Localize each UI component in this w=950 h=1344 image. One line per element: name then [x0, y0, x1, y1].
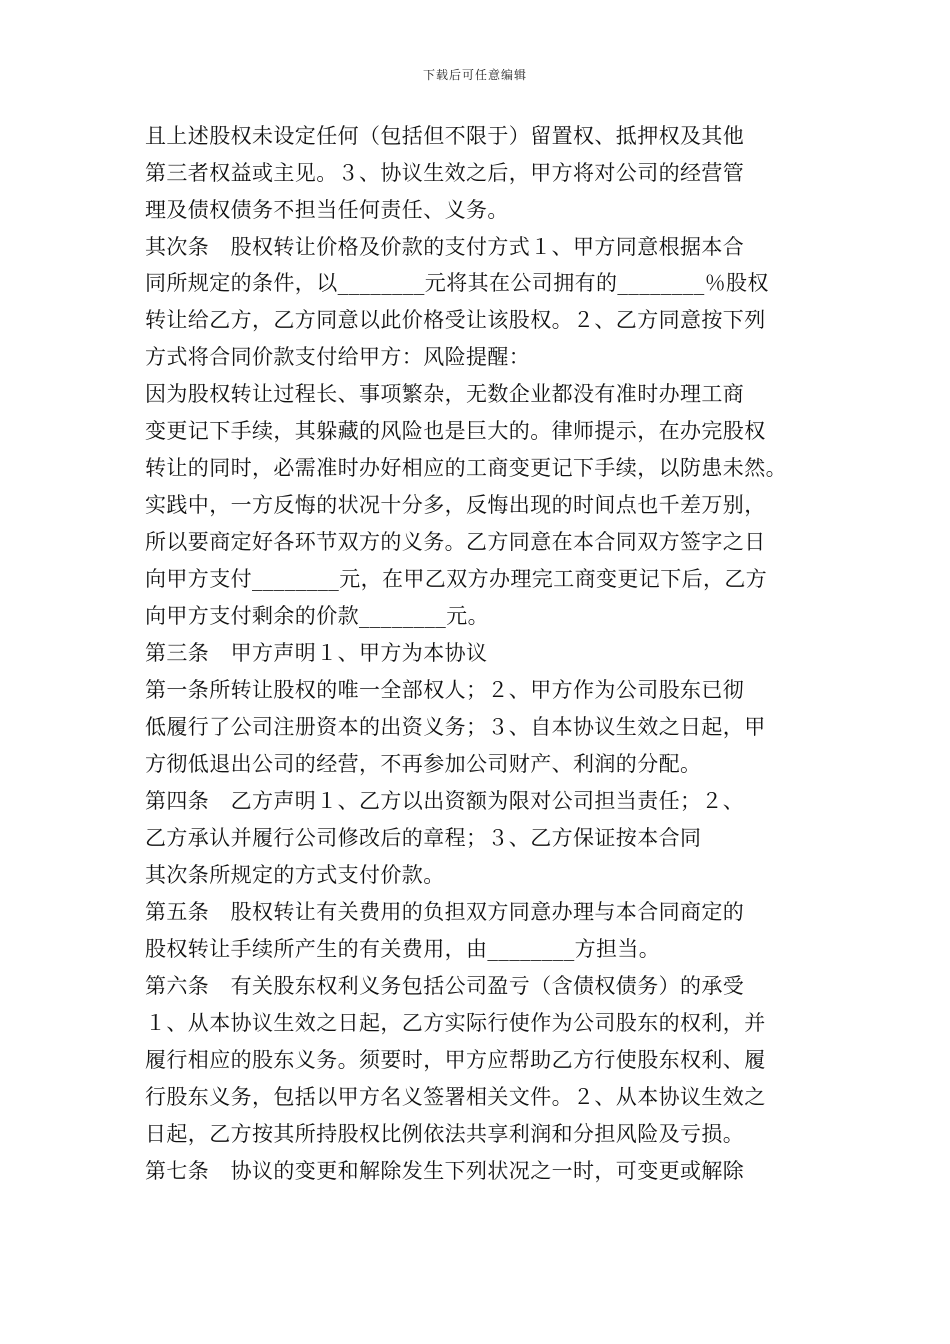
text-line: 同所规定的条件，以________元将其在公司拥有的________％股权	[145, 271, 769, 295]
text-line: 变更记下手续，其躲藏的风险也是巨大的。律师提示，在办完股权	[145, 419, 766, 443]
text-line: 且上述股权未设定任何（包括但不限于）留置权、抵押权及其他	[145, 124, 745, 148]
text-line: 方彻低退出公司的经营，不再参加公司财产、利润的分配。	[145, 752, 702, 776]
text-line: 第三条 甲方声明１、甲方为本协议	[145, 641, 488, 665]
text-line: 日起，乙方按其所持股权比例依法共享利润和分担风险及亏损。	[145, 1122, 745, 1146]
text-line: 乙方承认并履行公司修改后的章程；３、乙方保证按本合同	[145, 826, 702, 850]
text-line: 第三者权益或主见。３、协议生效之后，甲方将对公司的经营管	[145, 161, 745, 185]
text-line: 第五条 股权转让有关费用的负担双方同意办理与本合同商定的	[145, 900, 745, 924]
text-line: 低履行了公司注册资本的出资义务；３、自本协议生效之日起，甲	[145, 715, 766, 739]
text-line: 向甲方支付________元，在甲乙双方办理完工商变更记下后，乙方	[145, 567, 768, 591]
text-line: 向甲方支付剩余的价款________元。	[145, 604, 489, 628]
text-line: 第七条 协议的变更和解除发生下列状况之一时，可变更或解除	[145, 1159, 745, 1183]
text-line: 方式将合同价款支付给甲方：风险提醒：	[145, 345, 531, 369]
text-line: 因为股权转让过程长、事项繁杂，无数企业都没有准时办理工商	[145, 382, 745, 406]
text-line: 转让给乙方，乙方同意以此价格受让该股权。２、乙方同意按下列	[145, 308, 766, 332]
text-line: 第六条 有关股东权利义务包括公司盈亏（含债权债务）的承受	[145, 974, 745, 998]
text-line: 第一条所转让股权的唯一全部权人；２、甲方作为公司股东已彻	[145, 678, 745, 702]
text-line: 股权转让手续所产生的有关费用，由________方担当。	[145, 937, 661, 961]
text-line: １、从本协议生效之日起，乙方实际行使作为公司股东的权利，并	[145, 1011, 766, 1035]
text-line: 理及债权债务不担当任何责任、义务。	[145, 198, 509, 222]
text-line: 其次条所规定的方式支付价款。	[145, 863, 445, 887]
text-line: 其次条 股权转让价格及价款的支付方式１、甲方同意根据本合	[145, 235, 745, 259]
text-line: 实践中，一方反悔的状况十分多，反悔出现的时间点也千差万别，	[145, 493, 766, 517]
text-line: 所以要商定好各环节双方的义务。乙方同意在本合同双方签字之日	[145, 530, 766, 554]
text-line: 第四条 乙方声明１、乙方以出资额为限对公司担当责任；２、	[145, 789, 745, 813]
page-header: 下载后可任意编辑	[422, 68, 527, 82]
text-line: 行股东义务，包括以甲方名义签署相关文件。２、从本协议生效之	[145, 1085, 766, 1109]
text-line: 转让的同时，必需准时办好相应的工商变更记下手续，以防患未然。	[145, 456, 787, 480]
text-line: 履行相应的股东义务。须要时，甲方应帮助乙方行使股东权利、履	[145, 1048, 766, 1072]
